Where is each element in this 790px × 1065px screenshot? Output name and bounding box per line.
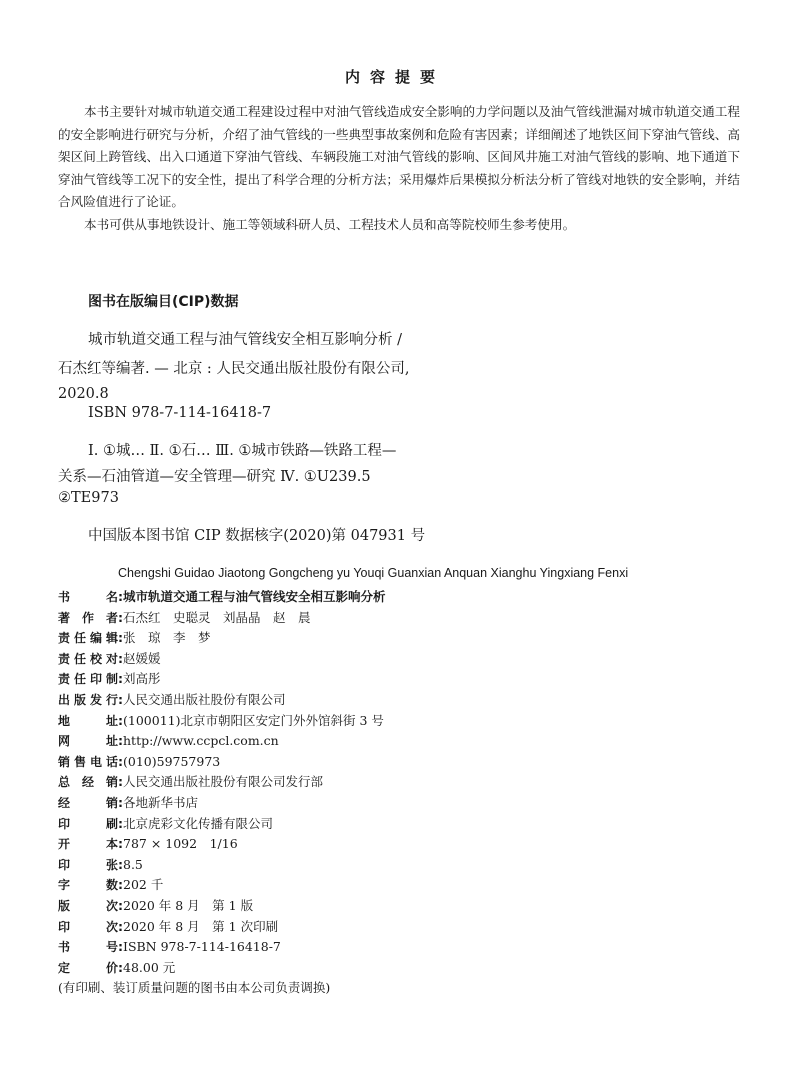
copyright-row xyxy=(58,917,278,937)
copyright-value: http://www.ccpcl.com.cn xyxy=(123,733,279,749)
cip-line: 2020.8 xyxy=(58,386,109,402)
copyright-colon: : xyxy=(118,650,123,666)
copyright-colon: : xyxy=(118,856,123,872)
copyright-label: 网址 xyxy=(58,734,118,749)
copyright-row xyxy=(58,711,384,731)
copyright-colon: : xyxy=(118,836,123,852)
copyright-value: 48.00 元 xyxy=(123,959,176,975)
copyright-value: 刘高彤 xyxy=(123,671,161,687)
copyright-row xyxy=(58,772,323,792)
copyright-value: 北京虎彩文化传播有限公司 xyxy=(123,815,274,831)
pinyin-title: Chengshi Guidao Jiaotong Gongcheng yu Youqi Guanxian Anquan Xianghu Yingxiang Fenxi xyxy=(118,566,629,580)
copyright-label: 书名 xyxy=(58,590,118,604)
copyright-row xyxy=(58,690,286,710)
copyright-value: 城市轨道交通工程与油气管线安全相互影响分析 xyxy=(123,589,386,604)
copyright-label: 责任编辑 xyxy=(58,631,118,646)
copyright-value: 2020 年 8 月 第 1 版 xyxy=(123,898,254,913)
summary-paragraph-2-text: 本书可供从事地铁设计、施工等领域科研人员、工程技术人员和高等院校师生参考使用。 xyxy=(84,217,576,232)
summary-paragraph-2 xyxy=(58,214,740,237)
cip-line: Ⅰ. ①城… Ⅱ. ①石… Ⅲ. ①城市铁路—铁路工程— xyxy=(88,443,397,459)
copyright-colon: : xyxy=(118,774,123,790)
copyright-label: 印次 xyxy=(58,919,118,934)
copyright-row xyxy=(58,937,281,957)
copyright-colon: : xyxy=(118,753,123,769)
copyright-value: 赵媛媛 xyxy=(123,650,161,666)
copyright-colon: : xyxy=(118,630,123,646)
copyright-colon: : xyxy=(118,959,123,975)
copyright-colon: : xyxy=(118,609,123,625)
copyright-label: 地址 xyxy=(58,713,118,728)
copyright-label: 责任校对 xyxy=(58,651,118,666)
copyright-row xyxy=(58,875,163,895)
cip-line: 城市轨道交通工程与油气管线安全相互影响分析 / xyxy=(88,332,402,348)
copyright-label: 字数 xyxy=(58,878,118,893)
copyright-row xyxy=(58,793,198,813)
copyright-row xyxy=(58,896,253,916)
copyright-colon: : xyxy=(118,712,123,728)
copyright-row xyxy=(58,752,220,772)
copyright-row xyxy=(58,958,175,978)
cip-line: 石杰红等编著. — 北京 : 人民交通出版社股份有限公司, xyxy=(58,361,410,377)
copyright-label: 著作者 xyxy=(58,610,118,625)
copyright-value: 787 × 1092 1/16 xyxy=(123,836,238,852)
copyright-row xyxy=(58,649,161,669)
copyright-colon: : xyxy=(118,939,123,955)
copyright-value: (100011)北京市朝阳区安定门外外馆斜街 3 号 xyxy=(123,712,384,728)
copyright-colon: : xyxy=(118,692,123,707)
copyright-value: 8.5 xyxy=(123,856,143,872)
copyright-label: 定价 xyxy=(58,960,118,975)
summary-title: 内容提要 xyxy=(344,68,445,86)
copyright-label: 经销 xyxy=(58,796,118,810)
copyright-row xyxy=(58,814,273,834)
copyright-row xyxy=(58,669,161,689)
cip-line: 关系—石油管道—安全管理—研究 Ⅳ. ①U239.5 xyxy=(58,469,371,485)
summary-paragraph-1 xyxy=(58,101,740,214)
copyright-label: 书号 xyxy=(58,940,118,955)
copyright-value: 2020 年 8 月 第 1 次印刷 xyxy=(123,918,279,934)
copyright-row xyxy=(58,731,279,751)
copyright-value: 石杰红 史聪灵 刘晶晶 赵 晨 xyxy=(123,609,311,625)
copyright-label: 印张 xyxy=(58,857,118,872)
summary-paragraph-1-text: 本书主要针对城市轨道交通工程建设过程中对油气管线造成安全影响的力学问题以及油气管线泄漏对城市轨道交通工程的安全影响进行研究与分析，介绍了油气管线的一些典型事故案例和危险有害因素；详细阐述了地铁区间下穿油气管线、高架区间上跨管线、出入口通道下穿油气管线、车辆段施工对油气管线的影响、区间风井施工对油气管线的影响、地下通道下穿油气管线等工况下的安全性，提出了科学合理的分析方法；采用爆炸后果模拟分析法分析了管线对地铁的安全影响，并结合风险值进行了论证。 xyxy=(58,104,740,209)
copyright-value: 人民交通出版社股份有限公司发行部 xyxy=(123,774,324,790)
copyright-value: 202 千 xyxy=(123,877,164,893)
cip-line: ISBN 978-7-114-16418-7 xyxy=(88,405,272,421)
cip-line: ②TE973 xyxy=(58,490,119,506)
copyright-colon: : xyxy=(118,815,123,831)
copyright-colon: : xyxy=(118,589,123,604)
copyright-colon: : xyxy=(118,671,123,687)
copyright-value: 张 琼 李 梦 xyxy=(123,630,211,646)
copyright-row xyxy=(58,834,238,854)
copyright-label: 总经销 xyxy=(58,775,118,790)
cip-number-line: 中国版本图书馆 CIP 数据核字(2020)第 047931 号 xyxy=(88,528,426,544)
copyright-value: (010)59757973 xyxy=(123,753,221,769)
copyright-label: 版次 xyxy=(58,899,118,913)
copyright-label: 出版发行 xyxy=(58,693,118,707)
copyright-label: 印刷 xyxy=(58,816,118,831)
copyright-colon: : xyxy=(118,877,123,893)
copyright-value: 人民交通出版社股份有限公司 xyxy=(123,692,286,707)
cip-heading: 图书在版编目(CIP)数据 xyxy=(88,294,239,310)
copyright-colon: : xyxy=(118,918,123,934)
quality-note: (有印刷、装订质量问题的图书由本公司负责调换) xyxy=(58,980,331,995)
copyright-colon: : xyxy=(118,795,123,810)
copyright-colon: : xyxy=(118,733,123,749)
copyright-row xyxy=(58,628,211,648)
copyright-label: 开本 xyxy=(58,837,118,852)
copyright-colon: : xyxy=(118,898,123,913)
copyright-row xyxy=(58,587,386,607)
copyright-label: 责任印制 xyxy=(58,672,118,687)
copyright-row xyxy=(58,608,311,628)
copyright-label: 销售电话 xyxy=(58,754,118,769)
copyright-value: ISBN 978-7-114-16418-7 xyxy=(123,939,281,955)
copyright-row xyxy=(58,855,143,875)
copyright-value: 各地新华书店 xyxy=(123,795,199,810)
